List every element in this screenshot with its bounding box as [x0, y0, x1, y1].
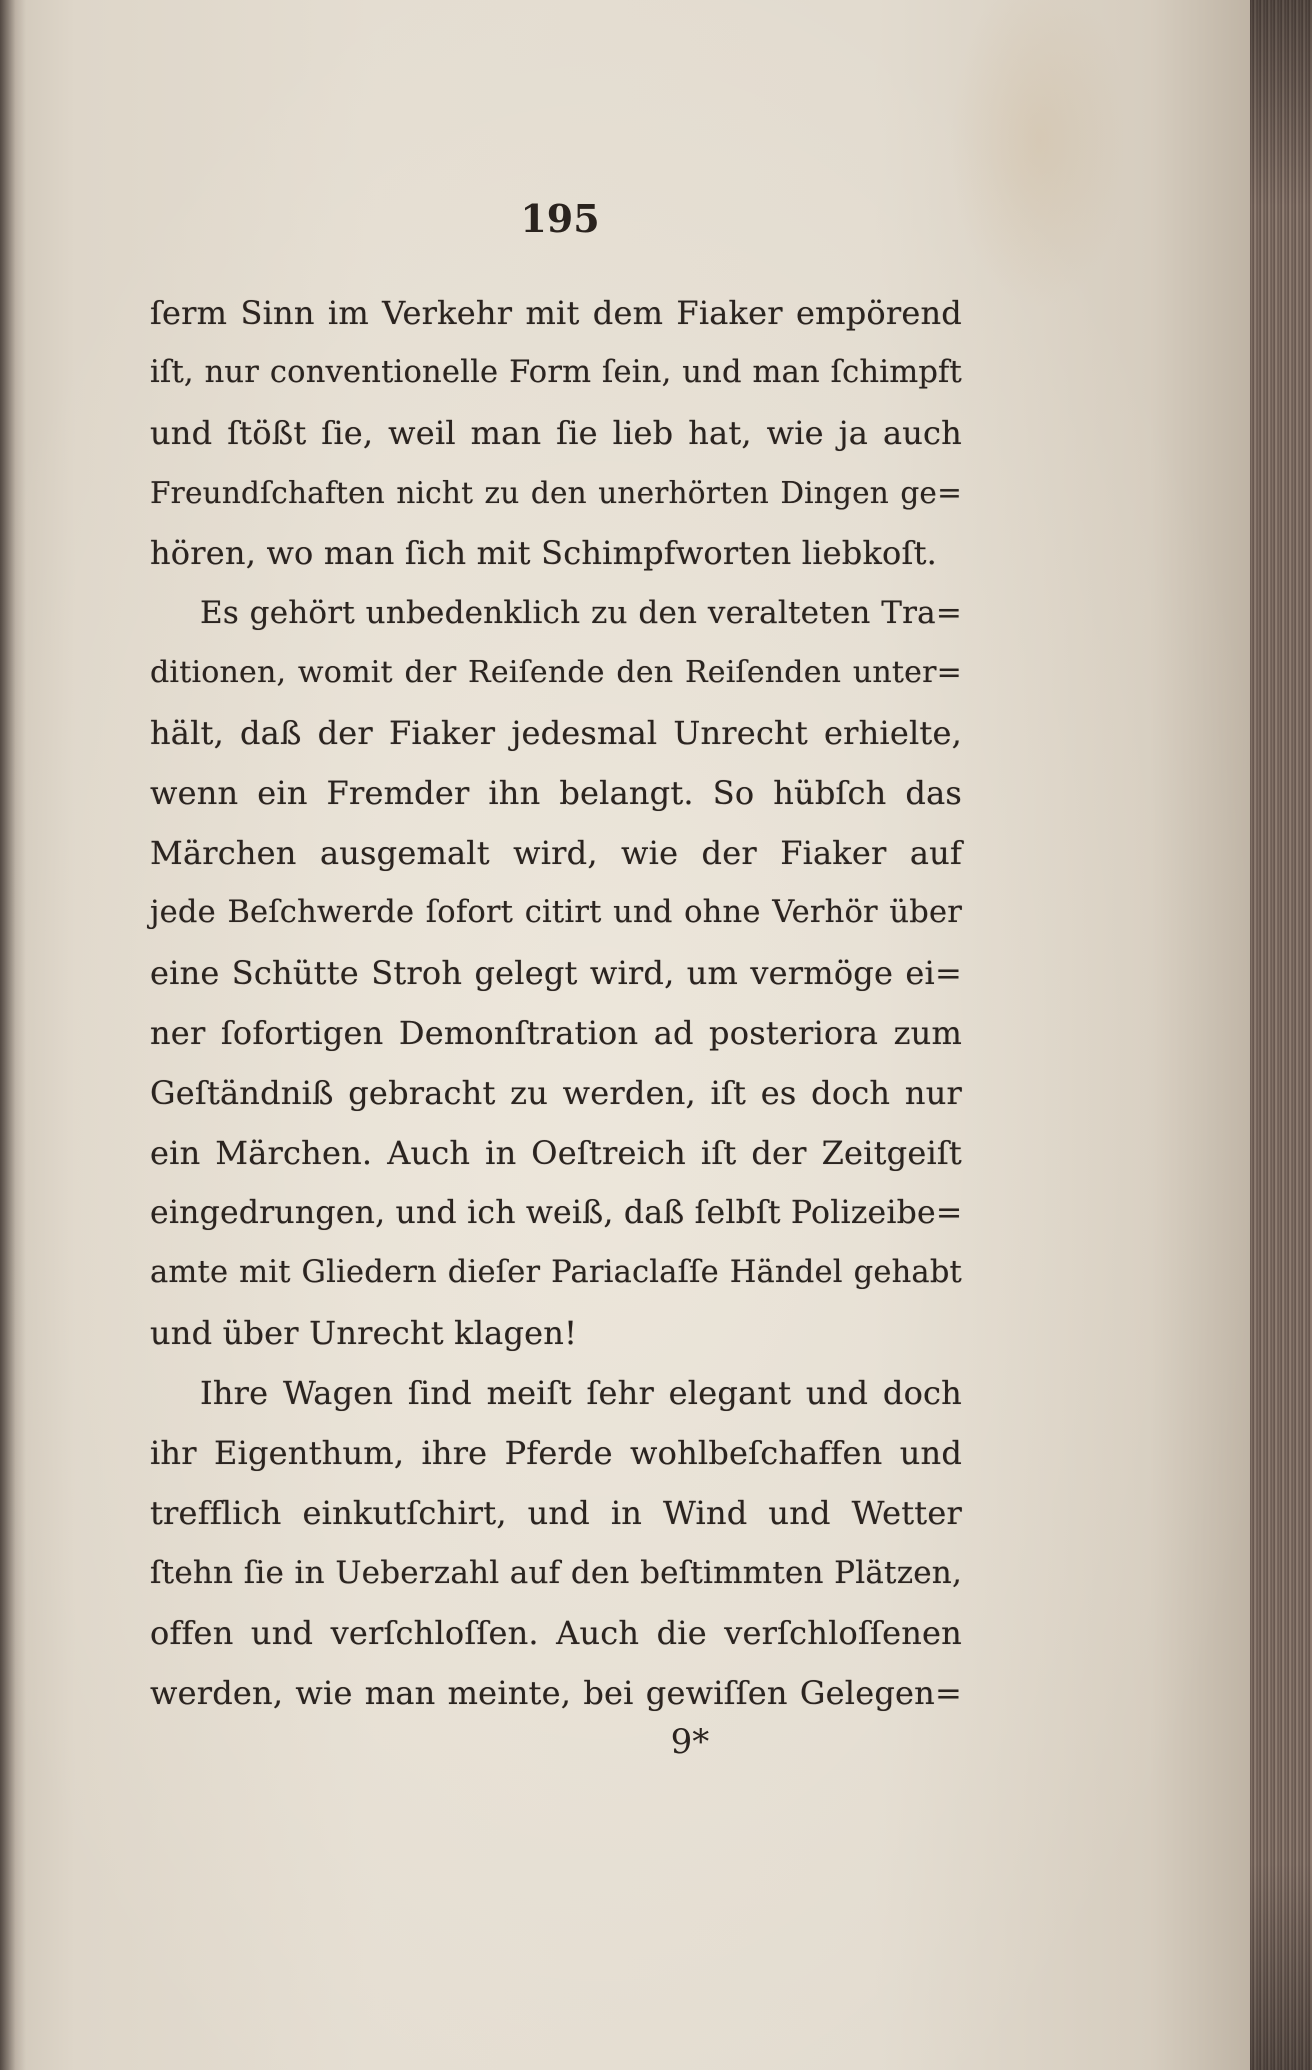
text-line: wenn ein Fremder ihn belangt. So hübſch das [150, 774, 962, 812]
text-line: amte mit Gliedern dieſer Pariaclaſſe Händel gehabt [150, 1255, 962, 1290]
text-line: trefflich einkutſchirt, und in Wind und Wetter [150, 1494, 962, 1532]
text-line: und über Unrecht klagen! [150, 1314, 578, 1352]
body-text [150, 283, 962, 1723]
text-line: ner ſofortigen Demonſtration ad posteriora zum [150, 1014, 962, 1052]
text-line: hält, daß der Fiaker jedesmal Unrecht erhielte, [150, 714, 962, 752]
text-line: ſtehn ſie in Ueberzahl auf den beſtimmten Plätzen, [150, 1555, 962, 1591]
page-edges [1250, 0, 1312, 2070]
text-line: ihr Eigenthum, ihre Pferde wohlbeſchaffen und [150, 1434, 962, 1472]
text-line: hören, wo man ſich mit Schimpfworten liebkoſt. [150, 534, 937, 572]
text-line: eine Schütte Stroh gelegt wird, um vermöge ei= [150, 954, 962, 992]
text-line: offen und verſchloſſen. Auch die verſchloſſenen [150, 1614, 962, 1652]
text-line: eingedrungen, und ich weiß, daß ſelbſt Polizeibe= [150, 1195, 963, 1231]
text-line: Ihre Wagen ſind meiſt ſehr elegant und doch [200, 1374, 962, 1412]
text-line: ein Märchen. Auch in Oeſtreich iſt der Zeitgeiſt [150, 1134, 962, 1172]
text-line: Es gehört unbedenklich zu den veralteten Tra= [200, 595, 962, 631]
text-line: jede Beſchwerde ſofort citirt und ohne Verhör über [150, 895, 962, 930]
text-line: und ſtößt ſie, weil man ſie lieb hat, wie ja auch [150, 414, 962, 452]
text-line: werden, wie man meinte, bei gewiſſen Gelegen= [150, 1674, 962, 1712]
signature-mark: 9* [670, 1722, 710, 1762]
text-line: iſt, nur conventionelle Form ſein, und man ſchimpft [150, 355, 962, 390]
text-line: Freundſchaften nicht zu den unerhörten Dingen ge= [150, 476, 962, 510]
text-line: Geſtändniß gebracht zu werden, iſt es doch nur [150, 1074, 962, 1112]
page-gutter-shadow [0, 0, 26, 2070]
text-line: ditionen, womit der Reiſende den Reiſenden unter= [150, 655, 962, 690]
page-number: 195 [520, 196, 600, 241]
text-line: Märchen ausgemalt wird, wie der Fiaker auf [150, 834, 962, 872]
text-line: ſerm Sinn im Verkehr mit dem Fiaker empörend [150, 294, 962, 332]
